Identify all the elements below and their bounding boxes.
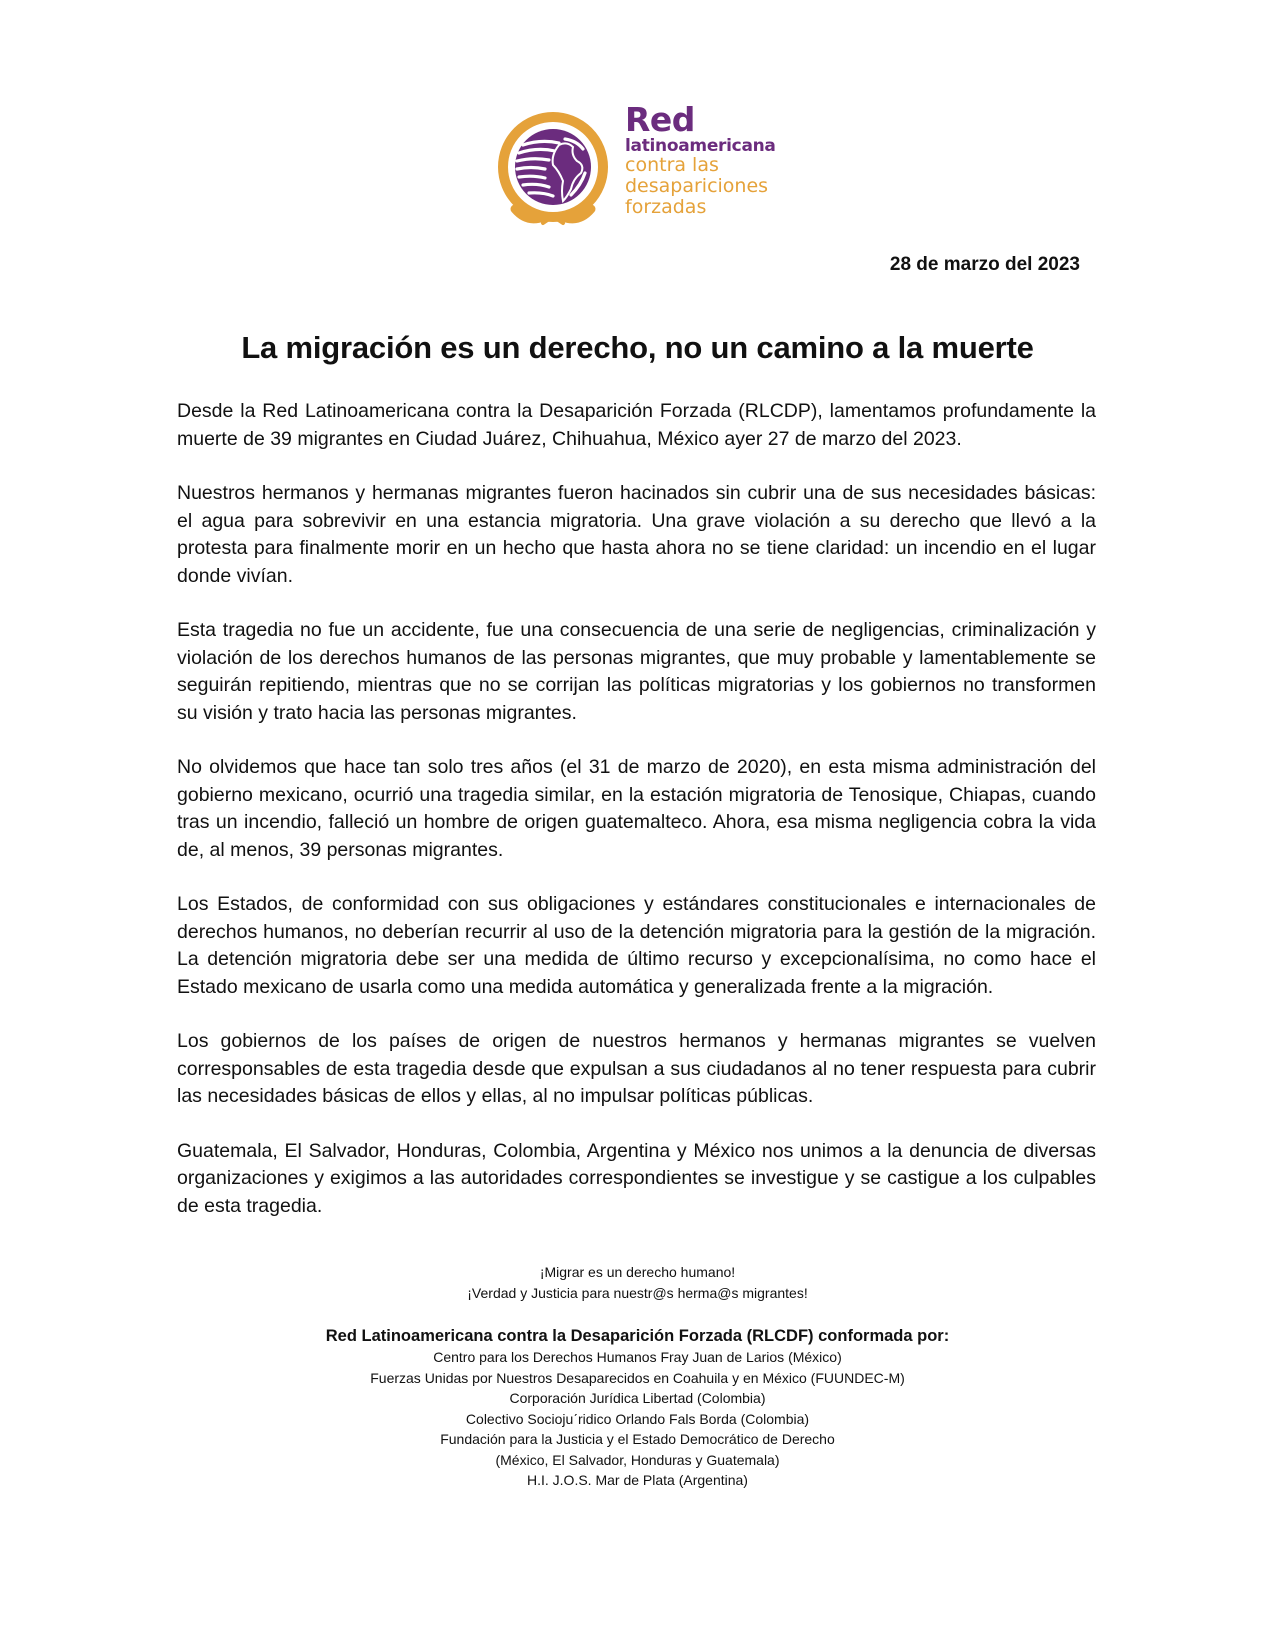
slogan-line: ¡Verdad y Justicia para nuestr@s herma@s migrantes! xyxy=(467,1285,808,1301)
member-organizations xyxy=(0,1325,1275,1491)
organization-logo xyxy=(493,100,793,233)
paragraph: Desde la Red Latinoamericana contra la Desaparición Forzada (RLCDP), lamentamos profundamente la muerte de 39 migrantes en Ciudad Juárez, Chihuahua, México ayer 27 de marzo del 2023. xyxy=(177,400,1096,450)
paragraph: Guatemala, El Salvador, Honduras, Colombia, Argentina y México nos unimos a la denuncia de diversas organizaciones y exigimos a las autoridades correspondientes se investigue y se castigue a los culpables de esta tragedia. xyxy=(177,1139,1096,1217)
logo-wordmark xyxy=(625,100,776,218)
logo-line-latinoamericana: latinoamericana xyxy=(625,136,776,156)
document-title: La migración es un derecho, no un camino a la muerte xyxy=(241,330,1034,365)
member-item: Centro para los Derechos Humanos Fray Juan de Larios (México) xyxy=(433,1349,842,1365)
logo-line-red: Red xyxy=(625,100,695,139)
member-item: Colectivo Sociojuˊridico Orlando Fals Borda (Colombia) xyxy=(465,1410,810,1427)
paragraph: Los Estados, de conformidad con sus obligaciones y estándares constitucionales e internacionales de derechos humanos, no deberían recurrir al uso de la detención migratoria para la gestión de la migración. La detención migratoria debe ser una medida de último recurso y excepcionalísima, no como hace el Estado mexicano de usarla como una medida automática y generalizada frente a la migración. xyxy=(177,893,1096,998)
closing-slogans xyxy=(0,1262,1275,1304)
member-item: Fuerzas Unidas por Nuestros Desaparecidos en Coahuila y en México (FUUNDEC-M) xyxy=(370,1369,905,1386)
logo-line-forzadas: forzadas xyxy=(625,196,707,218)
member-item: H.I. J.O.S. Mar de Plata (Argentina) xyxy=(527,1472,748,1488)
member-item: Corporación Jurídica Libertad (Colombia) xyxy=(509,1390,766,1406)
paragraph: Los gobiernos de los países de origen de nuestros hermanos y hermanas migrantes se vuelven corresponsables de esta tragedia desde que expulsan a sus ciudadanos al no tener respuesta para cubrir las necesidades básicas de ellos y ellas, al no impulsar políticas públicas. xyxy=(177,1030,1096,1107)
document-body xyxy=(177,398,1096,1247)
logo-line-contra: contra las xyxy=(625,154,719,176)
globe-hands-icon xyxy=(493,111,617,231)
slogan-line: ¡Migrar es un derecho humano! xyxy=(539,1264,736,1280)
document-date: 28 de marzo del 2023 xyxy=(889,254,1080,275)
member-item: (México, El Salvador, Honduras y Guatemala) xyxy=(495,1451,780,1468)
logo-line-desapariciones: desapariciones xyxy=(625,175,769,197)
member-item: Fundación para la Justicia y el Estado Democrático de Derecho xyxy=(440,1431,835,1447)
paragraph: No olvidemos que hace tan solo tres años (el 31 de marzo de 2020), en esta misma administración del gobierno mexicano, ocurrió una tragedia similar, en la estación migratoria de Tenosique, Chiapas, cuando tras un incendio, falleció un hombre de origen guatemalteco. Ahora, esa misma negligencia cobra la vida de, al menos, 39 personas migrantes. xyxy=(177,756,1096,861)
paragraph: Nuestros hermanos y hermanas migrantes fueron hacinados sin cubrir una de sus necesidades básicas: el agua para sobrevivir en una estancia migratoria. Una grave violación a su derecho que llevó a la protesta para finalmente morir en un hecho que hasta ahora no se tiene claridad: un incendio en el lugar donde vivían. xyxy=(177,482,1096,587)
members-heading: Red Latinoamericana contra la Desaparición Forzada (RLCDF) conformada por: xyxy=(325,1327,950,1345)
paragraph: Esta tragedia no fue un accidente, fue una consecuencia de una serie de negligencias, criminalización y violación de los derechos humanos de las personas migrantes, que muy probable y lamentablemente se seguirán repitiendo, mientras que no se corrijan las políticas migratorias y los gobiernos no transformen su visión y trato hacia las personas migrantes. xyxy=(177,619,1096,724)
